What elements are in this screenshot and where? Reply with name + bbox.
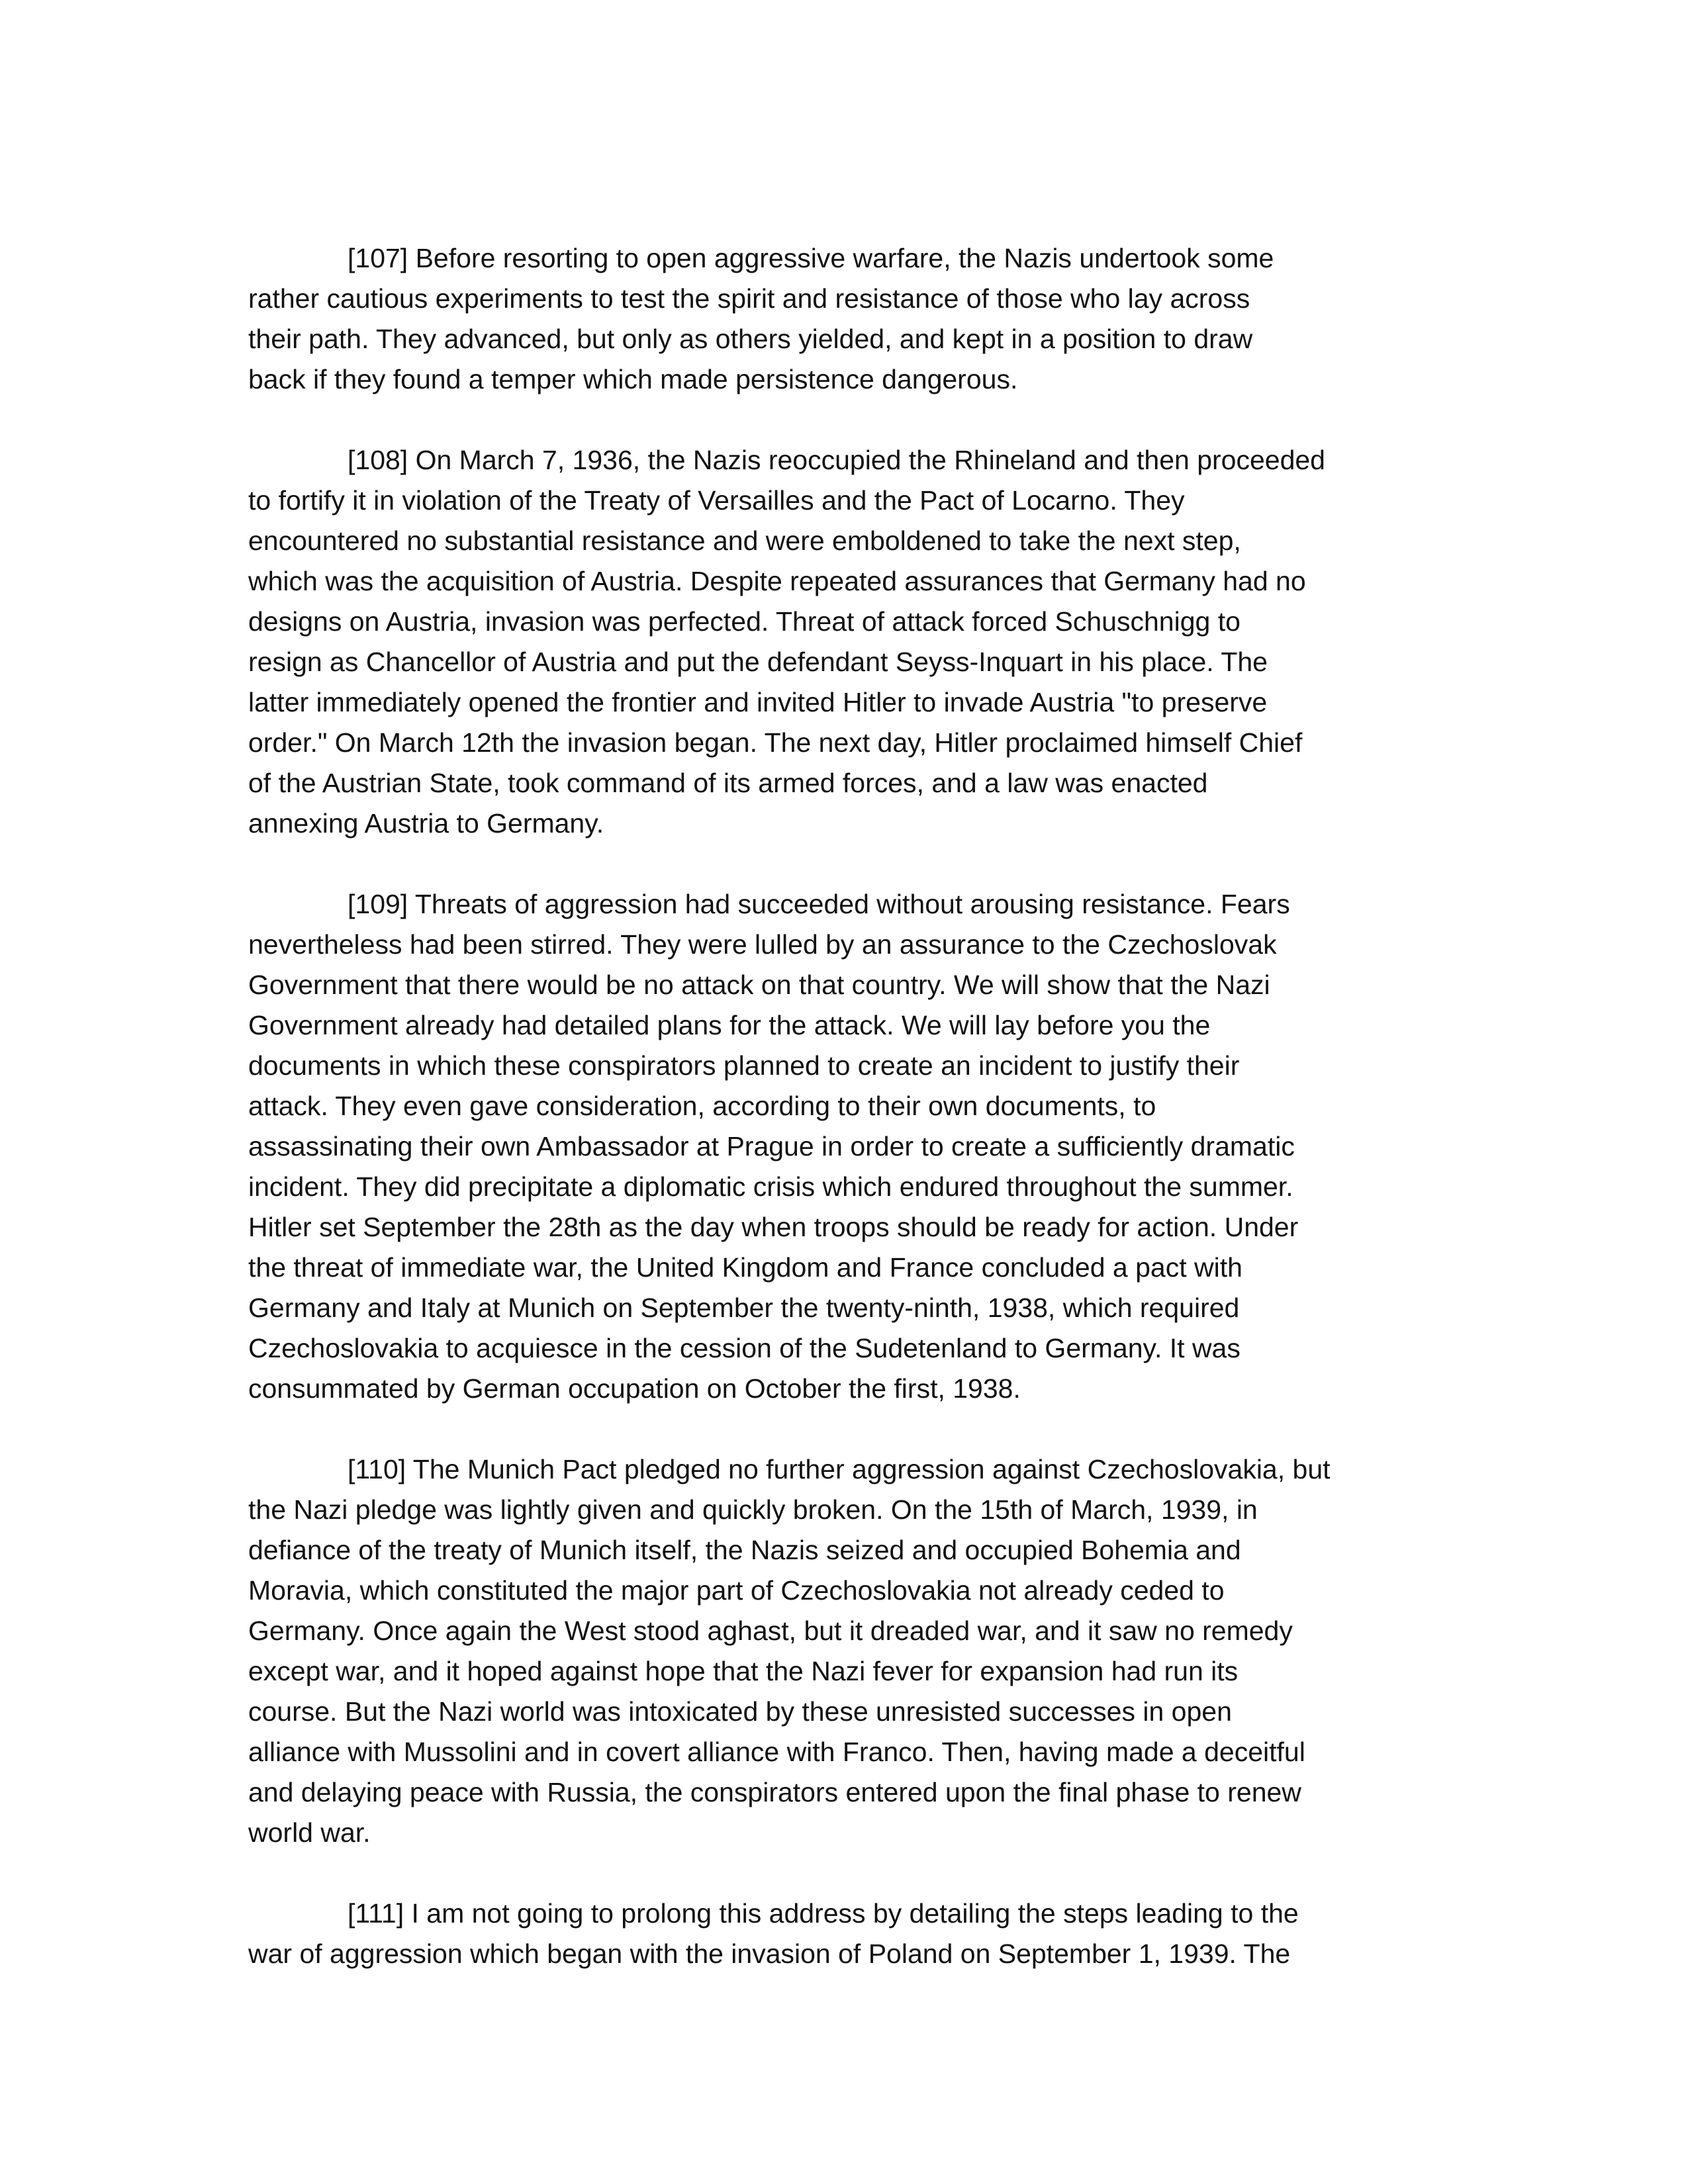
paragraph-line: consummated by German occupation on October the first, 1938.	[248, 1373, 1021, 1404]
paragraph-line: order." On March 12th the invasion began. The next day, Hitler proclaimed himself Chief	[248, 727, 1303, 758]
paragraph-line: Czechoslovakia to acquiesce in the cession of the Sudetenland to Germany. It was	[248, 1333, 1241, 1363]
paragraph-line: [110] The Munich Pact pledged no further aggression against Czechoslovakia, but	[348, 1454, 1331, 1484]
paragraph-line: which was the acquisition of Austria. Despite repeated assurances that Germany had no	[248, 566, 1306, 596]
paragraph-line: [108] On March 7, 1936, the Nazis reoccupied the Rhineland and then proceeded	[348, 445, 1325, 475]
paragraph-line: course. But the Nazi world was intoxicated by these unresisted successes in open	[248, 1696, 1232, 1727]
paragraph-line: Hitler set September the 28th as the day when troops should be ready for action. Under	[248, 1212, 1299, 1242]
paragraph-line: Moravia, which constituted the major part of Czechoslovakia not already ceded to	[248, 1575, 1225, 1606]
paragraph-line: Germany and Italy at Munich on September the twenty-ninth, 1938, which required	[248, 1293, 1240, 1323]
paragraph-line: alliance with Mussolini and in covert alliance with Franco. Then, having made a deceitful	[248, 1737, 1305, 1767]
paragraph-line: designs on Austria, invasion was perfected. Threat of attack forced Schuschnigg to	[248, 606, 1241, 637]
paragraph-line: nevertheless had been stirred. They were lulled by an assurance to the Czechoslovak	[248, 929, 1277, 960]
paragraph-line: Government already had detailed plans for the attack. We will lay before you the	[248, 1010, 1211, 1040]
paragraph-line: documents in which these conspirators planned to create an incident to justify their	[248, 1050, 1240, 1081]
paragraph-line: Government that there would be no attack on that country. We will show that the Nazi	[248, 970, 1270, 1000]
paragraph-line: [109] Threats of aggression had succeeded without arousing resistance. Fears	[348, 889, 1290, 919]
paragraph-line: encountered no substantial resistance and were emboldened to take the next step,	[248, 525, 1241, 556]
paragraph-line: assassinating their own Ambassador at Prague in order to create a sufficiently dramatic	[248, 1131, 1295, 1161]
paragraph-line: to fortify it in violation of the Treaty of Versailles and the Pact of Locarno. They	[248, 485, 1185, 516]
paragraph-line: resign as Chancellor of Austria and put the defendant Seyss-Inquart in his place. The	[248, 647, 1268, 677]
paragraph-line: and delaying peace with Russia, the conspirators entered upon the final phase to renew	[248, 1777, 1301, 1807]
paragraph-line: the Nazi pledge was lightly given and quickly broken. On the 15th of March, 1939, in	[248, 1494, 1258, 1525]
paragraph-107	[248, 238, 1456, 400]
document-body	[248, 238, 1456, 2015]
paragraph-109	[248, 884, 1456, 1409]
paragraph-line: except war, and it hoped against hope that the Nazi fever for expansion had run its	[248, 1656, 1239, 1686]
paragraph-line: of the Austrian State, took command of its armed forces, and a law was enacted	[248, 768, 1208, 798]
paragraph-108	[248, 440, 1456, 844]
paragraph-110	[248, 1449, 1456, 1853]
paragraph-line: their path. They advanced, but only as others yielded, and kept in a position to draw	[248, 324, 1253, 354]
paragraph-line: rather cautious experiments to test the spirit and resistance of those who lay across	[248, 283, 1250, 314]
paragraph-line: world war.	[248, 1817, 371, 1848]
paragraph-line: latter immediately opened the frontier and invited Hitler to invade Austria "to preserve	[248, 687, 1268, 717]
paragraph-line: attack. They even gave consideration, according to their own documents, to	[248, 1091, 1156, 1121]
paragraph-line: defiance of the treaty of Munich itself, the Nazis seized and occupied Bohemia and	[248, 1535, 1241, 1565]
paragraph-line: Germany. Once again the West stood aghast, but it dreaded war, and it saw no remedy	[248, 1615, 1293, 1646]
paragraph-111	[248, 1893, 1456, 1974]
paragraph-line: war of aggression which began with the invasion of Poland on September 1, 1939. The	[248, 1938, 1291, 1969]
paragraph-line: [111] I am not going to prolong this address by detailing the steps leading to the	[348, 1898, 1299, 1929]
paragraph-line: [107] Before resorting to open aggressive warfare, the Nazis undertook some	[348, 243, 1274, 273]
paragraph-line: incident. They did precipitate a diplomatic crisis which endured throughout the summer.	[248, 1171, 1293, 1202]
paragraph-line: annexing Austria to Germany.	[248, 808, 604, 839]
paragraph-line: back if they found a temper which made persistence dangerous.	[248, 364, 1018, 394]
paragraph-line: the threat of immediate war, the United Kingdom and France concluded a pact with	[248, 1252, 1243, 1283]
